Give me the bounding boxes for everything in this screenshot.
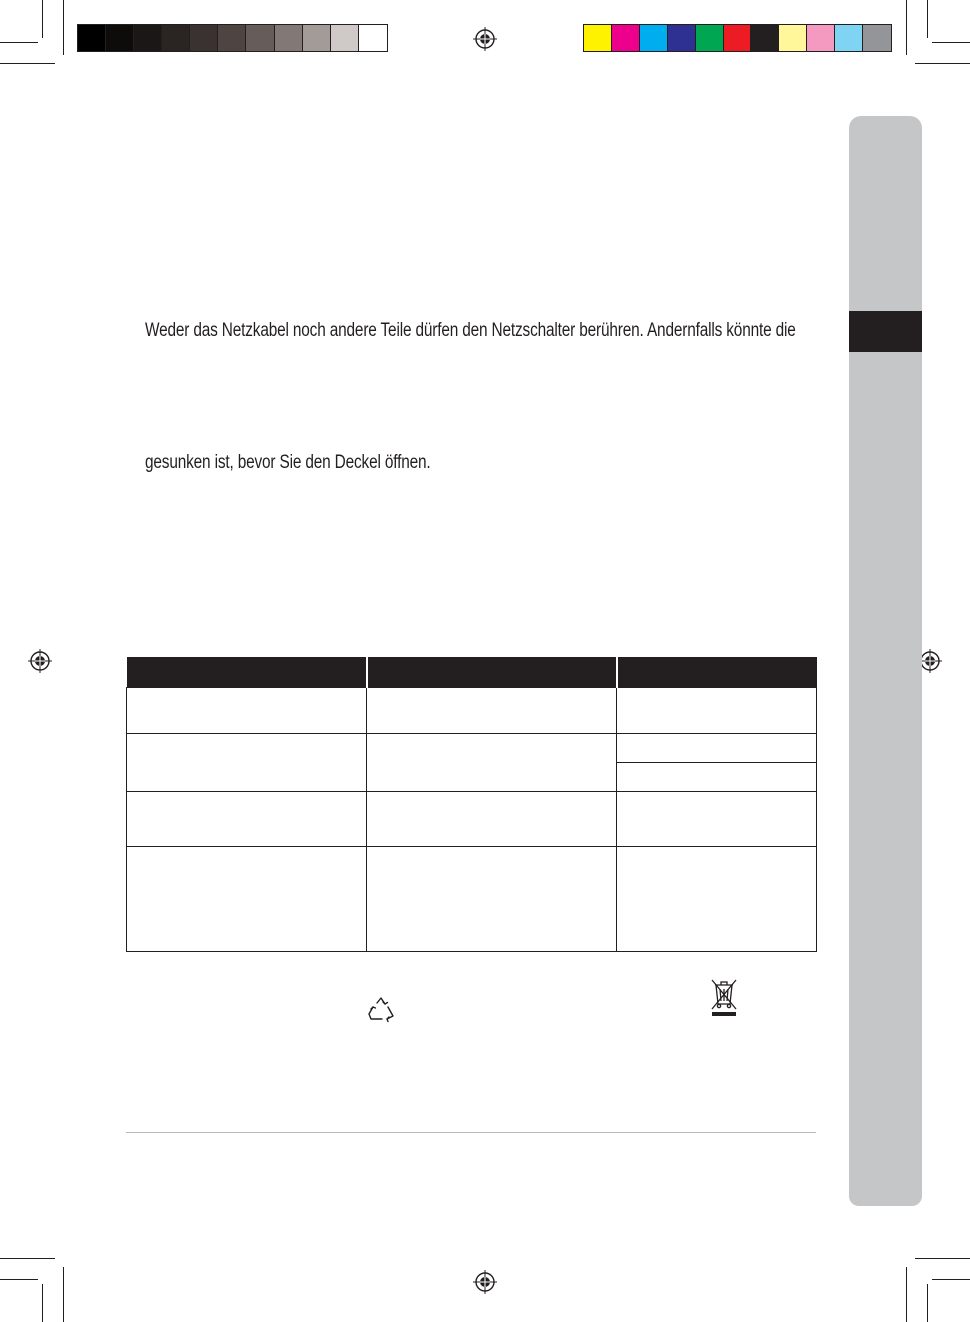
greyscale-swatch	[331, 25, 359, 51]
crop-mark-tr-h2	[915, 63, 970, 64]
greyscale-swatch	[162, 25, 190, 51]
table-cell	[617, 847, 817, 952]
table-header-cell	[367, 657, 617, 688]
process-color-swatch	[751, 25, 779, 51]
greyscale-swatch	[190, 25, 218, 51]
side-tab	[849, 116, 922, 1206]
registration-mark-top-icon	[473, 27, 497, 51]
greyscale-swatch	[275, 25, 303, 51]
table-cell	[617, 763, 817, 792]
process-color-swatch	[696, 25, 724, 51]
greyscale-swatch	[246, 25, 274, 51]
table-cell	[617, 688, 817, 734]
greyscale-swatch	[134, 25, 162, 51]
table-cell	[367, 847, 617, 952]
specifications-table	[126, 657, 817, 952]
table-header-cell	[617, 657, 817, 688]
crop-mark-br-v2	[906, 1267, 907, 1322]
table-cell	[127, 792, 367, 847]
greyscale-color-bar	[77, 24, 388, 52]
table-header-cell	[127, 657, 367, 688]
crop-mark-bl-h2	[0, 1258, 55, 1259]
registration-mark-left-icon	[28, 649, 52, 673]
footer-rule	[126, 1132, 816, 1133]
body-text-line-1: Weder das Netzkabel noch andere Teile dürfen den Netzschalter berühren. Andernfalls könnte die	[145, 320, 796, 341]
process-color-swatch	[612, 25, 640, 51]
table-cell	[617, 792, 817, 847]
crop-mark-tl-h2	[0, 63, 55, 64]
crop-mark-br-h1	[932, 1279, 970, 1280]
greyscale-swatch	[78, 25, 106, 51]
crop-mark-tr-v1	[927, 0, 928, 38]
table-cell	[127, 688, 367, 734]
body-text-line-2: gesunken ist, bevor Sie den Deckel öffnen.	[145, 452, 431, 473]
crop-mark-br-h2	[915, 1258, 970, 1259]
table-row	[127, 734, 817, 763]
table-cell	[617, 734, 817, 763]
process-color-swatch	[779, 25, 807, 51]
process-color-swatch	[584, 25, 612, 51]
table-row	[127, 847, 817, 952]
process-color-swatch	[640, 25, 668, 51]
process-color-swatch	[835, 25, 863, 51]
process-color-swatch	[724, 25, 752, 51]
crop-mark-bl-h1	[0, 1279, 38, 1280]
recycle-icon	[367, 997, 395, 1023]
table-cell	[367, 792, 617, 847]
process-color-swatch	[863, 25, 891, 51]
registration-mark-bottom-icon	[473, 1270, 497, 1294]
process-color-swatch	[668, 25, 696, 51]
crossed-out-bin-icon	[709, 978, 739, 1018]
table-cell	[127, 847, 367, 952]
crop-mark-bl-v2	[63, 1267, 64, 1322]
crop-mark-tr-v2	[906, 0, 907, 55]
crop-mark-br-v1	[927, 1284, 928, 1322]
crop-mark-tr-h1	[932, 42, 970, 43]
process-color-swatch	[807, 25, 835, 51]
crop-mark-tl-h1	[0, 42, 38, 43]
table-cell	[367, 734, 617, 792]
table-cell	[127, 734, 367, 792]
side-tab-active-marker	[849, 311, 922, 352]
crop-mark-bl-v1	[42, 1284, 43, 1322]
table-row	[127, 688, 817, 734]
table-cell	[367, 688, 617, 734]
greyscale-swatch	[359, 25, 387, 51]
crop-mark-tl-v1	[42, 0, 43, 38]
table-header-row	[127, 657, 817, 688]
greyscale-swatch	[218, 25, 246, 51]
process-color-bar	[583, 24, 892, 52]
greyscale-swatch	[303, 25, 331, 51]
greyscale-swatch	[106, 25, 134, 51]
crop-mark-tl-v2	[63, 0, 64, 55]
table-row	[127, 792, 817, 847]
